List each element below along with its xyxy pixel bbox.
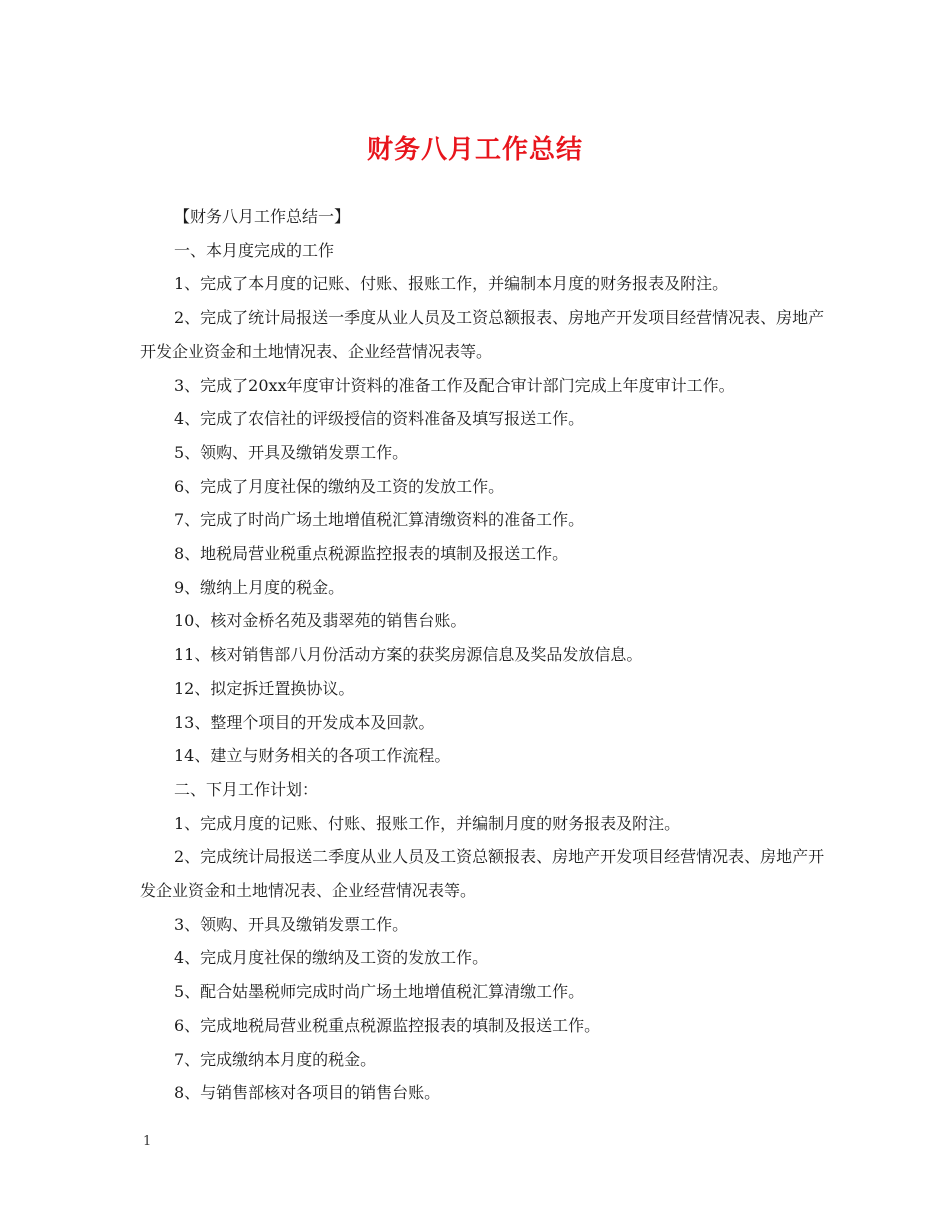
list-item: 9、缴纳上月度的税金。 (174, 577, 345, 597)
list-item: 8、与销售部核对各项目的销售台账。 (174, 1083, 441, 1103)
section-heading-summary-one: 【财务八月工作总结一】 (174, 207, 351, 226)
list-item: 1、完成了本月度的记账、付账、报账工作，并编制本月度的财务报表及附注。 (174, 274, 729, 294)
list-item: 14、建立与财务相关的各项工作流程。 (174, 746, 451, 766)
list-item: 2、完成了统计局报送一季度从业人员及工资总额报表、房地产开发项目经营情况表、房地产开发企业资金和土地情况表、企业经营情况表等。 (140, 308, 825, 361)
list-item: 3、领购、开具及缴销发票工作。 (174, 914, 409, 934)
list-item: 7、完成了时尚广场土地增值税汇算清缴资料的准备工作。 (174, 510, 585, 530)
list-item: 7、完成缴纳本月度的税金。 (174, 1049, 377, 1069)
list-item: 3、完成了20xx年度审计资料的准备工作及配合审计部门完成上年度审计工作。 (174, 375, 735, 395)
list-item: 6、完成地税局营业税重点税源监控报表的填制及报送工作。 (174, 1015, 601, 1035)
page-number: 1 (143, 1134, 152, 1149)
document-title: 财务八月工作总结 (366, 135, 583, 165)
list-item: 1、完成月度的记账、付账、报账工作，并编制月度的财务报表及附注。 (174, 813, 681, 833)
list-item: 5、配合姑墨税师完成时尚广场土地增值税汇算清缴工作。 (174, 982, 585, 1002)
list-item: 2、完成统计局报送二季度从业人员及工资总额报表、房地产开发项目经营情况表、房地产开发企业资金和土地情况表、企业经营情况表等。 (140, 847, 825, 901)
list-item: 10、核对金桥名苑及翡翠苑的销售台账。 (174, 611, 467, 631)
section-heading-next-month-plan: 二、下月工作计划： (174, 779, 319, 799)
section-heading-completed-work: 一、本月度完成的工作 (174, 240, 335, 260)
list-item: 4、完成了农信社的评级授信的资料准备及填写报送工作。 (174, 409, 585, 429)
list-item: 8、地税局营业税重点税源监控报表的填制及报送工作。 (174, 544, 569, 564)
list-item: 6、完成了月度社保的缴纳及工资的发放工作。 (174, 476, 505, 496)
list-item: 11、核对销售部八月份活动方案的获奖房源信息及奖品发放信息。 (174, 645, 643, 665)
list-item: 13、整理个项目的开发成本及回款。 (174, 712, 435, 732)
list-item: 4、完成月度社保的缴纳及工资的发放工作。 (174, 948, 489, 968)
list-item: 12、拟定拆迁置换协议。 (174, 678, 355, 698)
list-item: 5、领购、开具及缴销发票工作。 (174, 442, 409, 462)
document-body (140, 200, 830, 1110)
